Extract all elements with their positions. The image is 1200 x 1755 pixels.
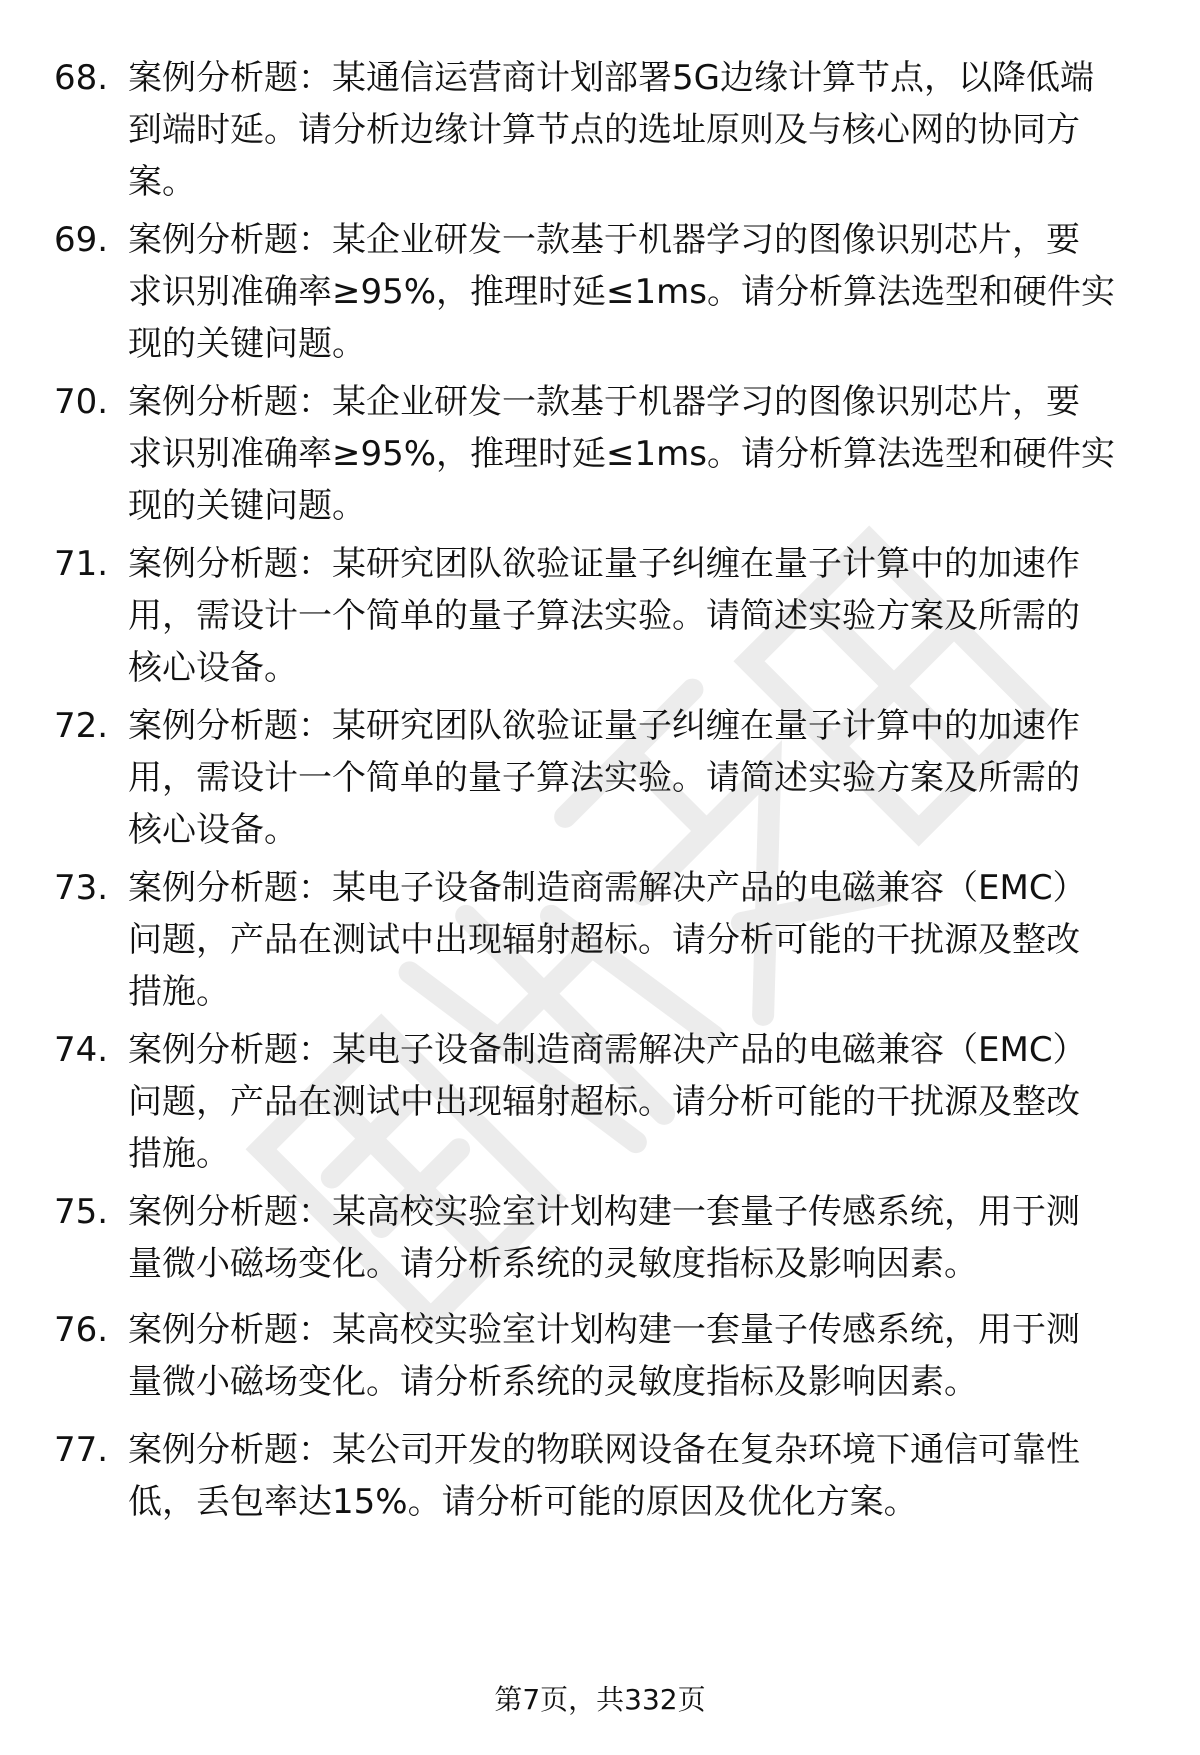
question-text-line: 案例分析题：某研究团队欲验证量子纠缠在量子计算中的加速作 — [128, 544, 1080, 584]
question-text — [128, 700, 1178, 856]
question-text-line: 现的关键问题。 — [128, 486, 366, 526]
question-text-line: 案。 — [128, 162, 196, 202]
question-text-line: 低，丢包率达15%。请分析可能的原因及优化方案。 — [128, 1482, 918, 1522]
question-text — [128, 1186, 1178, 1290]
question-text-line: 到端时延。请分析边缘计算节点的选址原则及与核心网的协同方 — [128, 110, 1080, 150]
question-number: 72. — [54, 706, 109, 746]
question-number: 76. — [54, 1310, 109, 1350]
question-number: 73. — [54, 868, 109, 908]
question-text-line: 问题，产品在测试中出现辐射超标。请分析可能的干扰源及整改 — [128, 920, 1080, 960]
question-text-line: 用，需设计一个简单的量子算法实验。请简述实验方案及所需的 — [128, 596, 1080, 636]
question-text-line: 案例分析题：某公司开发的物联网设备在复杂环境下通信可靠性 — [128, 1430, 1080, 1470]
question-number: 74. — [54, 1030, 109, 1070]
question-text-line: 措施。 — [128, 972, 230, 1012]
question-text-line: 量微小磁场变化。请分析系统的灵敏度指标及影响因素。 — [128, 1244, 978, 1284]
question-text — [128, 1024, 1178, 1180]
question-text-line: 措施。 — [128, 1134, 230, 1174]
question-text-line: 用，需设计一个简单的量子算法实验。请简述实验方案及所需的 — [128, 758, 1080, 798]
question-text-line: 案例分析题：某高校实验室计划构建一套量子传感系统，用于测 — [128, 1310, 1080, 1350]
question-number: 71. — [54, 544, 109, 584]
question-text — [128, 1424, 1178, 1528]
question-text-line: 核心设备。 — [128, 648, 298, 688]
question-text-line: 案例分析题：某企业研发一款基于机器学习的图像识别芯片，要 — [128, 220, 1080, 260]
question-text-line: 现的关键问题。 — [128, 324, 366, 364]
question-text-line: 案例分析题：某研究团队欲验证量子纠缠在量子计算中的加速作 — [128, 706, 1080, 746]
question-text — [128, 862, 1178, 1018]
question-text — [128, 376, 1178, 532]
question-text-line: 案例分析题：某电子设备制造商需解决产品的电磁兼容（EMC） — [128, 868, 1087, 908]
question-text — [128, 1304, 1178, 1408]
question-number: 69. — [54, 220, 109, 260]
question-text-line: 核心设备。 — [128, 810, 298, 850]
question-number: 77. — [54, 1430, 109, 1470]
question-number: 68. — [54, 58, 109, 98]
question-text-line: 案例分析题：某企业研发一款基于机器学习的图像识别芯片，要 — [128, 382, 1080, 422]
question-text-line: 案例分析题：某通信运营商计划部署5G边缘计算节点，以降低端 — [128, 58, 1094, 98]
question-text-line: 求识别准确率≥95%，推理时延≤1ms。请分析算法选型和硬件实 — [128, 272, 1116, 312]
question-text — [128, 538, 1178, 694]
question-text-line: 求识别准确率≥95%，推理时延≤1ms。请分析算法选型和硬件实 — [128, 434, 1116, 474]
question-text-line: 案例分析题：某电子设备制造商需解决产品的电磁兼容（EMC） — [128, 1030, 1087, 1070]
page-number-footer: 第7页，共332页 — [494, 1683, 706, 1716]
question-text — [128, 52, 1178, 208]
question-text-line: 量微小磁场变化。请分析系统的灵敏度指标及影响因素。 — [128, 1362, 978, 1402]
question-number: 75. — [54, 1192, 109, 1232]
question-text-line: 问题，产品在测试中出现辐射超标。请分析可能的干扰源及整改 — [128, 1082, 1080, 1122]
question-number: 70. — [54, 382, 109, 422]
question-text — [128, 214, 1178, 370]
question-text-line: 案例分析题：某高校实验室计划构建一套量子传感系统，用于测 — [128, 1192, 1080, 1232]
